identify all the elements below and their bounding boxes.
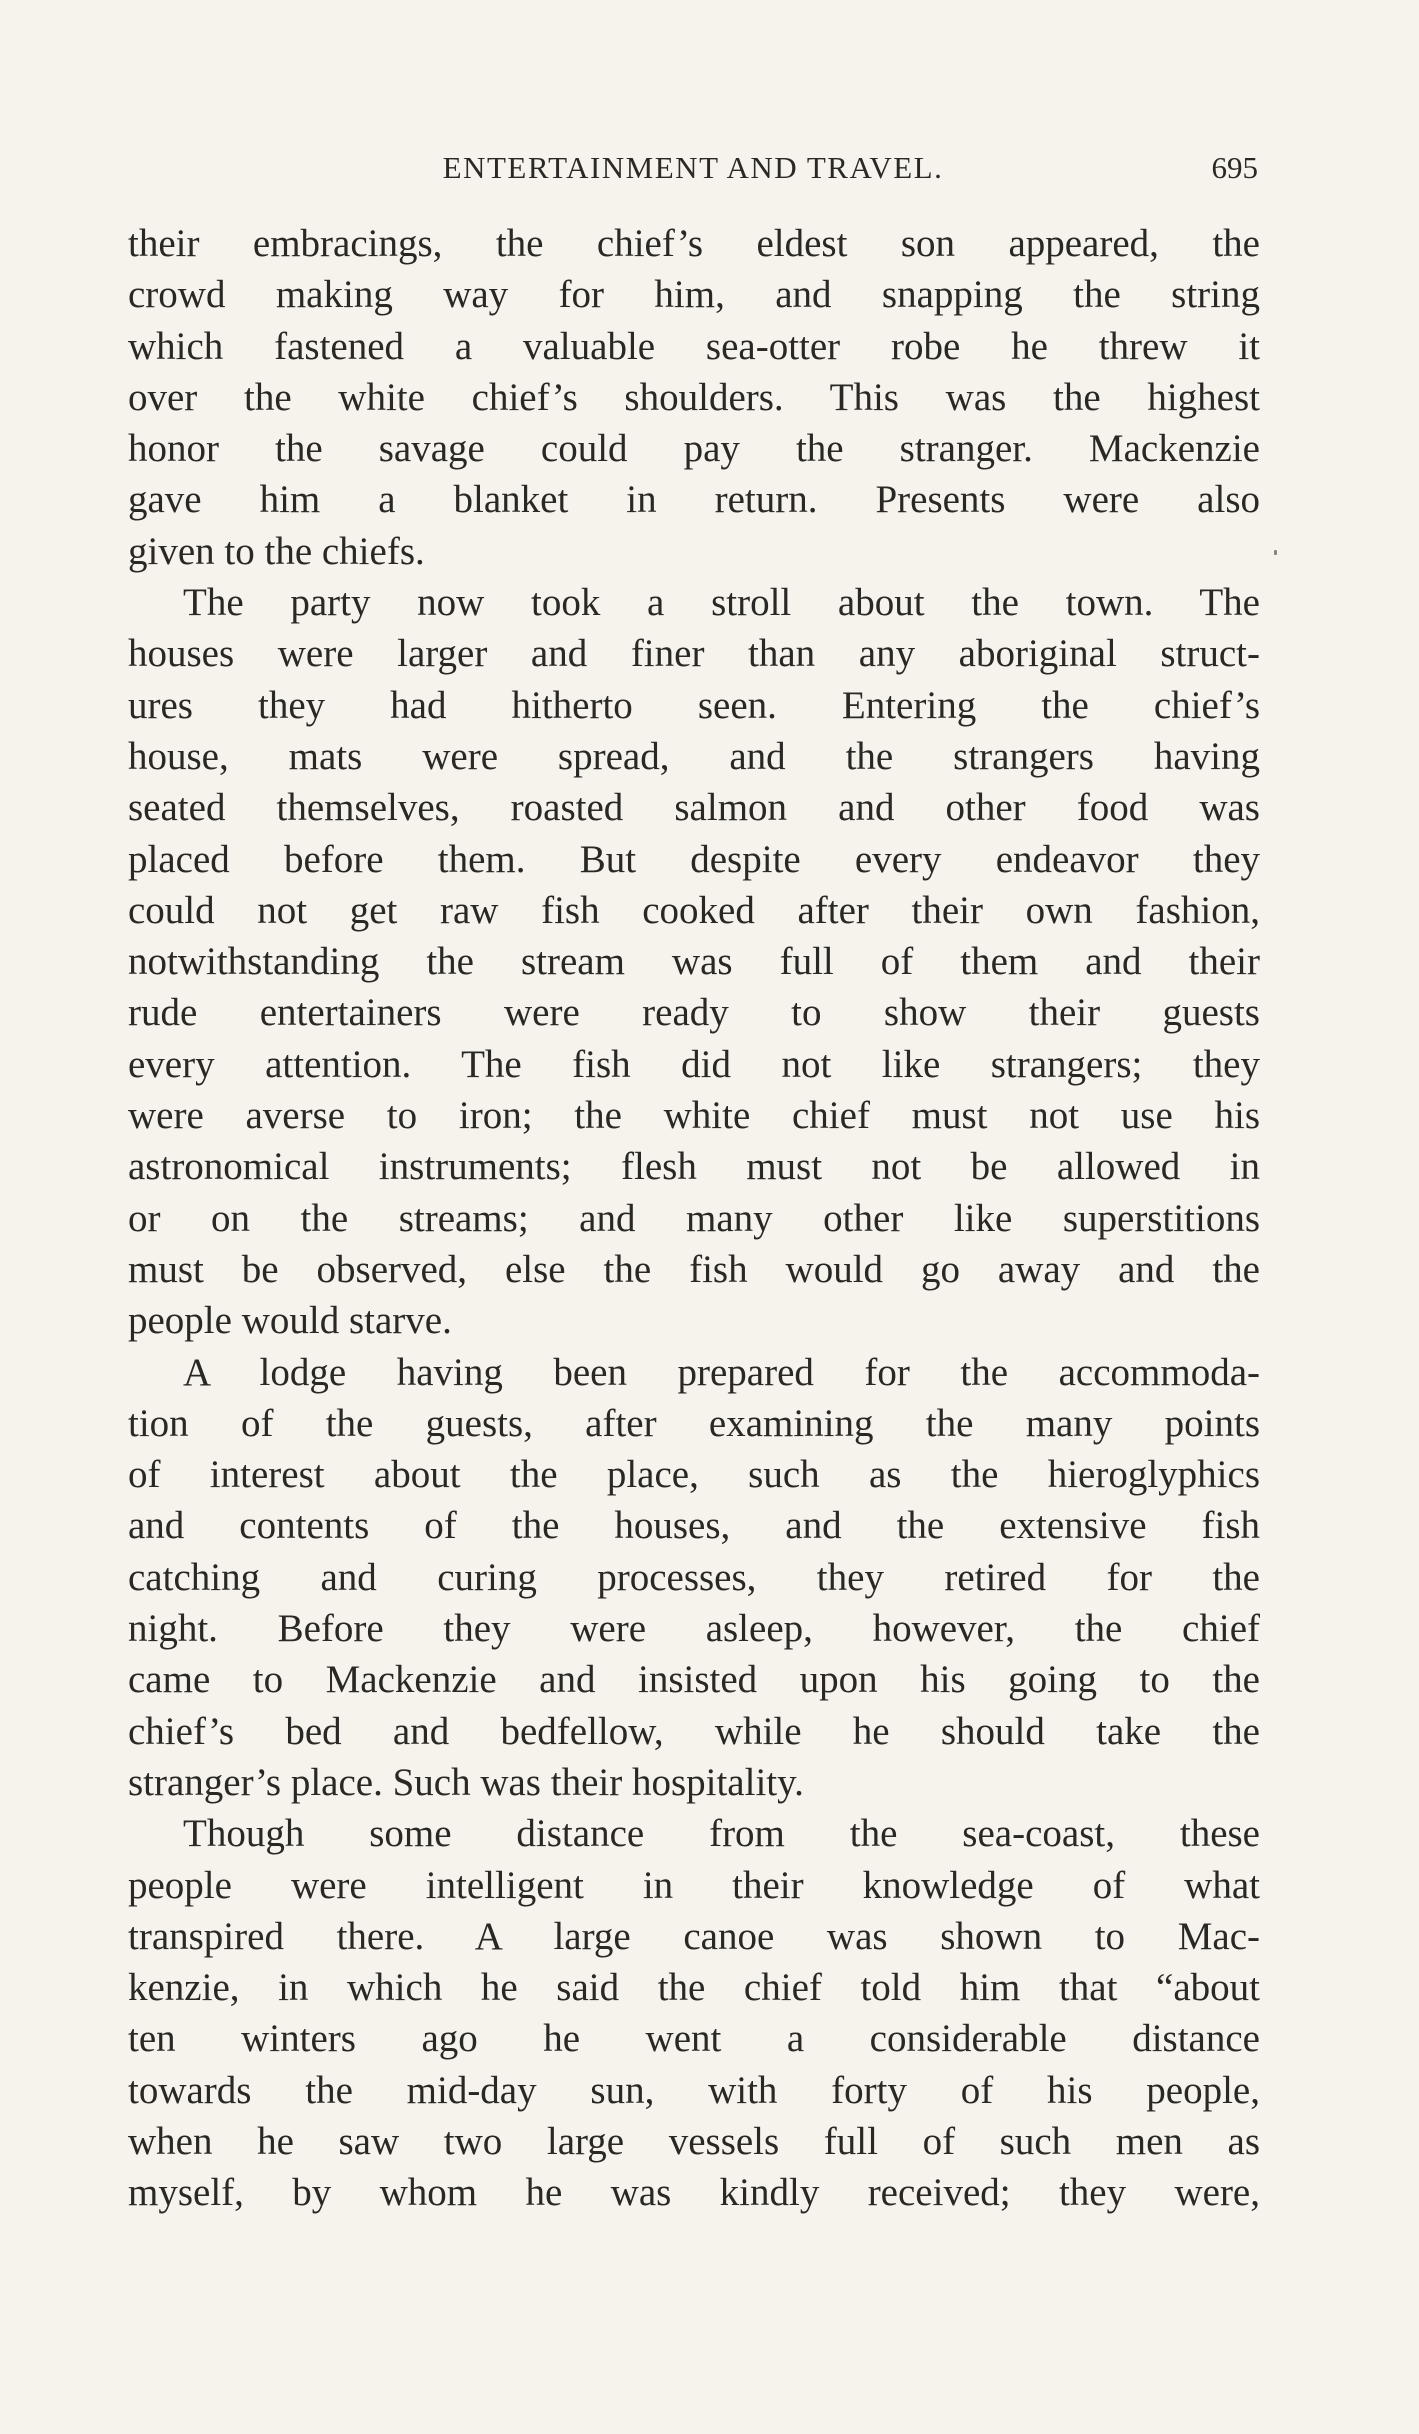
text-line: when he saw two large vessels full of such men as — [128, 2119, 1260, 2163]
running-head — [128, 150, 1258, 190]
text-line: honor the savage could pay the stranger. Mackenzie — [128, 427, 1260, 471]
running-title: ENTERTAINMENT AND TRAVEL. — [442, 150, 944, 185]
text-line: astronomical instruments; flesh must not be allowed in — [128, 1145, 1260, 1189]
text-line: ten winters ago he went a considerable distance — [128, 2017, 1260, 2061]
text-line: over the white chief’s shoulders. This was the highest — [128, 375, 1260, 419]
text-line: chief’s bed and bedfellow, while he should take the — [128, 1709, 1260, 1753]
text-line: myself, by whom he was kindly received; they were, — [128, 2171, 1260, 2215]
text-line: A lodge having been prepared for the accommoda- — [183, 1350, 1260, 1394]
text-line: stranger’s place. Such was their hospitality. — [128, 1760, 804, 1804]
text-line: houses were larger and finer than any aboriginal struct- — [128, 632, 1260, 676]
text-line: were averse to iron; the white chief must not use his — [128, 1094, 1260, 1138]
text-line: or on the streams; and many other like superstitions — [128, 1196, 1260, 1240]
text-line: transpired there. A large canoe was shown to Mac- — [128, 1914, 1260, 1958]
text-line: came to Mackenzie and insisted upon his going to the — [128, 1658, 1260, 1702]
text-line: and contents of the houses, and the extensive fish — [128, 1504, 1260, 1548]
text-line: could not get raw fish cooked after their own fashion, — [128, 888, 1260, 932]
text-line: seated themselves, roasted salmon and other food was — [128, 786, 1260, 830]
text-line: ures they had hitherto seen. Entering the chief’s — [128, 683, 1260, 727]
text-line: placed before them. But despite every endeavor they — [128, 837, 1260, 881]
text-line: gave him a blanket in return. Presents were also — [128, 478, 1260, 522]
text-line: of interest about the place, such as the hieroglyphics — [128, 1453, 1260, 1497]
page-number: 695 — [1211, 150, 1258, 185]
text-line: kenzie, in which he said the chief told him that “about — [128, 1966, 1260, 2010]
text-line: rude entertainers were ready to show their guests — [128, 991, 1260, 1035]
ink-speck — [1274, 550, 1277, 555]
body-text — [128, 218, 1260, 2219]
text-line: Though some distance from the sea-coast, these — [183, 1812, 1260, 1856]
text-line: which fastened a valuable sea-otter robe he threw it — [128, 324, 1260, 368]
text-line: The party now took a stroll about the town. The — [183, 581, 1260, 625]
text-line: notwithstanding the stream was full of them and their — [128, 940, 1260, 984]
text-line: their embracings, the chief’s eldest son appeared, the — [128, 222, 1260, 265]
text-line: people were intelligent in their knowledge of what — [128, 1863, 1260, 1907]
text-line: night. Before they were asleep, however, the chief — [128, 1607, 1260, 1651]
text-line: towards the mid-day sun, with forty of his people, — [128, 2068, 1260, 2112]
text-line: must be observed, else the fish would go away and the — [128, 1247, 1260, 1291]
text-line: catching and curing processes, they retired for the — [128, 1555, 1260, 1599]
text-line: tion of the guests, after examining the many points — [128, 1401, 1260, 1445]
text-line: every attention. The fish did not like strangers; they — [128, 1042, 1260, 1086]
text-line: house, mats were spread, and the strangers having — [128, 734, 1260, 778]
text-line: people would starve. — [128, 1299, 452, 1343]
text-line: given to the chiefs. — [128, 529, 425, 573]
text-line: crowd making way for him, and snapping the string — [128, 273, 1260, 317]
